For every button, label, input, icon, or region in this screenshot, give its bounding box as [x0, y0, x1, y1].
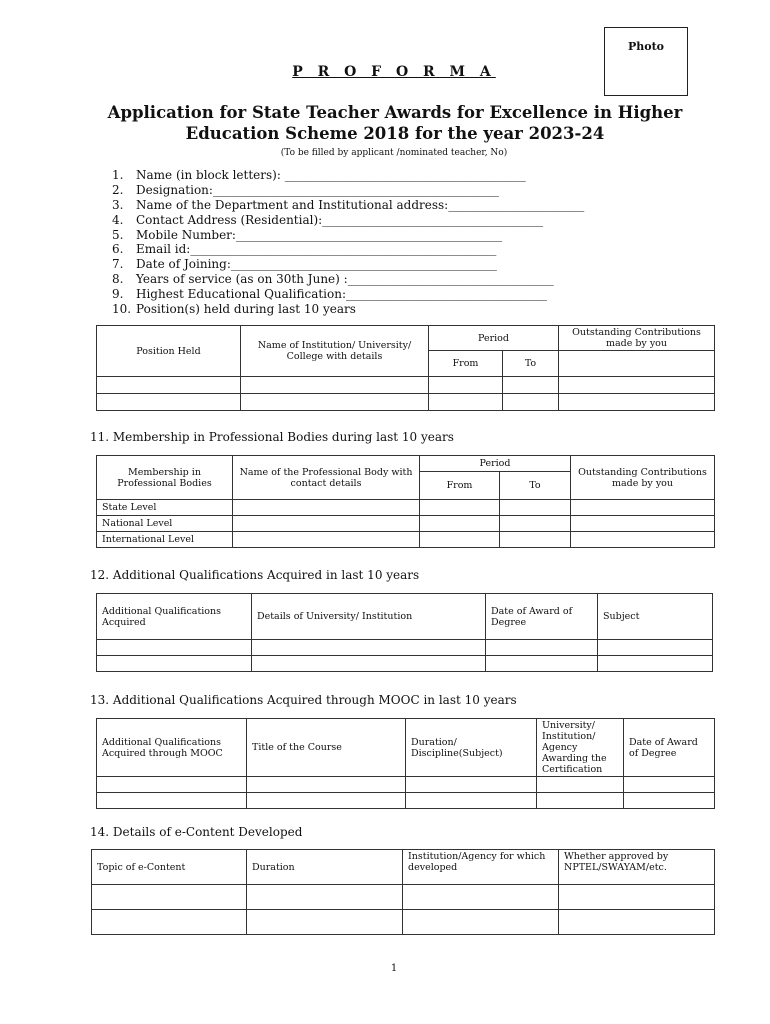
table-cell[interactable]	[233, 500, 420, 516]
table-row	[97, 500, 715, 516]
table-cell[interactable]	[503, 394, 559, 411]
header-approval: Whether approved by NPTEL/SWAYAM/etc.	[559, 850, 715, 885]
table-cell[interactable]	[97, 656, 252, 672]
page-number: 1	[390, 963, 398, 974]
list-item[interactable]: 3. Name of the Department and Institutional address:___________________________	[112, 197, 584, 212]
table-cell[interactable]	[429, 377, 503, 394]
table-row	[97, 777, 715, 793]
table-cell[interactable]	[233, 532, 420, 548]
table-row	[97, 793, 715, 809]
mooc-table	[96, 718, 715, 809]
table-cell[interactable]	[406, 793, 537, 809]
header-course-title: Title of the Course	[247, 719, 406, 777]
list-item[interactable]: 9. Highest Educational Qualification:________________________________________	[112, 287, 547, 302]
table-cell[interactable]	[624, 777, 715, 793]
header-duration: Duration	[247, 850, 403, 885]
table-cell[interactable]	[92, 885, 247, 910]
list-item[interactable]: 6. Email id:_____________________________________________________________	[112, 242, 496, 257]
header-university: Details of University/ Institution	[252, 594, 486, 640]
table-row	[97, 640, 713, 656]
header-from: From	[420, 472, 500, 500]
table-cell[interactable]	[598, 656, 713, 672]
applicant-details-list	[112, 168, 583, 317]
table-cell[interactable]	[97, 640, 252, 656]
table-cell[interactable]	[537, 777, 624, 793]
table-cell[interactable]	[252, 656, 486, 672]
row-label-national: National Level	[97, 516, 233, 532]
list-item[interactable]: 8. Years of service (as on 30th June) :_________________________________________	[112, 272, 553, 287]
section-13-heading: 13. Additional Qualifications Acquired through MOOC in last 10 years	[90, 693, 517, 707]
header-date-award: Date of Award of Degree	[486, 594, 598, 640]
table-cell[interactable]	[559, 910, 715, 935]
table-row	[92, 885, 715, 910]
qualifications-table	[96, 593, 713, 672]
positions-table	[96, 325, 715, 411]
table-cell[interactable]	[247, 910, 403, 935]
form-title: Application for State Teacher Awards for Excellence in Higher Education Scheme 2018 for the year 2023-24	[107, 103, 683, 143]
table-cell[interactable]	[420, 532, 500, 548]
table-cell[interactable]	[486, 656, 598, 672]
table-cell[interactable]	[233, 516, 420, 532]
list-item[interactable]: 5. Mobile Number:_____________________________________________________	[112, 227, 501, 242]
header-qualifications: Additional Qualifications Acquired	[97, 594, 252, 640]
header-topic: Topic of e-Content	[92, 850, 247, 885]
photo-label: Photo	[627, 40, 665, 53]
header-mooc-qualifications: Additional Qualifications Acquired through MOOC	[97, 719, 247, 777]
header-period: Period	[420, 456, 571, 472]
list-item[interactable]: 2. Designation:_________________________________________________________	[112, 182, 498, 197]
table-cell[interactable]	[97, 793, 247, 809]
membership-table	[96, 455, 715, 548]
header-date-award: Date of Award of Degree	[624, 719, 715, 777]
table-cell[interactable]	[624, 793, 715, 809]
table-row	[97, 377, 715, 394]
table-row	[92, 910, 715, 935]
table-cell[interactable]	[97, 777, 247, 793]
table-cell[interactable]	[97, 377, 241, 394]
row-label-state: State Level	[97, 500, 233, 516]
table-row	[97, 532, 715, 548]
list-item[interactable]: 4. Contact Address (Residential):____________________________________________	[112, 212, 543, 227]
table-cell[interactable]	[92, 910, 247, 935]
table-cell[interactable]	[247, 793, 406, 809]
table-cell[interactable]	[406, 777, 537, 793]
header-to: To	[500, 472, 571, 500]
header-to: To	[503, 351, 559, 377]
table-cell[interactable]	[571, 500, 715, 516]
list-item: 10. Position(s) held during last 10 years	[112, 302, 356, 317]
table-cell[interactable]	[97, 394, 241, 411]
table-cell[interactable]	[486, 640, 598, 656]
header-position-held: Position Held	[97, 326, 241, 377]
table-row	[97, 394, 715, 411]
row-label-international: International Level	[97, 532, 233, 548]
header-contributions: Outstanding Contributions made by you	[571, 456, 715, 500]
table-cell[interactable]	[559, 394, 715, 411]
section-11-heading: 11. Membership in Professional Bodies during last 10 years	[90, 430, 454, 444]
table-cell[interactable]	[241, 394, 429, 411]
table-cell[interactable]	[403, 885, 559, 910]
header-body-name: Name of the Professional Body with contact details	[233, 456, 420, 500]
table-cell[interactable]	[500, 532, 571, 548]
table-cell[interactable]	[598, 640, 713, 656]
table-cell[interactable]	[247, 777, 406, 793]
section-12-heading: 12. Additional Qualifications Acquired in last 10 years	[90, 568, 420, 582]
proforma-heading: P R O F O R M A	[292, 64, 496, 80]
table-cell[interactable]	[571, 532, 715, 548]
table-cell[interactable]	[420, 516, 500, 532]
table-cell[interactable]	[559, 351, 715, 377]
table-cell[interactable]	[252, 640, 486, 656]
header-from: From	[429, 351, 503, 377]
table-cell[interactable]	[559, 377, 715, 394]
table-cell[interactable]	[500, 516, 571, 532]
photo-box	[604, 27, 688, 96]
table-cell[interactable]	[420, 500, 500, 516]
header-institution-agency: Institution/Agency for which developed	[403, 850, 559, 885]
table-cell[interactable]	[403, 910, 559, 935]
list-item[interactable]: 1. Name (in block letters): ________________________________________________	[112, 168, 525, 182]
form-subtitle: (To be filled by applicant /nominated teacher, No)	[280, 148, 508, 158]
table-cell[interactable]	[247, 885, 403, 910]
header-contributions: Outstanding Contributions made by you	[559, 326, 715, 351]
table-cell[interactable]	[503, 377, 559, 394]
table-cell[interactable]	[241, 377, 429, 394]
table-cell[interactable]	[559, 885, 715, 910]
table-cell[interactable]	[537, 793, 624, 809]
header-institution: Name of Institution/ University/ College with details	[241, 326, 429, 377]
table-cell[interactable]	[571, 516, 715, 532]
list-item[interactable]: 7. Date of Joining:_____________________________________________________	[112, 257, 496, 272]
header-period: Period	[429, 326, 559, 351]
table-row	[97, 656, 713, 672]
table-cell[interactable]	[429, 394, 503, 411]
table-row	[97, 516, 715, 532]
table-cell[interactable]	[500, 500, 571, 516]
header-duration-discipline: Duration/ Discipline(Subject)	[406, 719, 537, 777]
section-14-heading: 14. Details of e-Content Developed	[90, 825, 303, 839]
header-membership: Membership in Professional Bodies	[97, 456, 233, 500]
header-subject: Subject	[598, 594, 713, 640]
header-awarding-agency: University/ Institution/ Agency Awarding the Certification	[537, 719, 624, 777]
econtent-table	[91, 849, 715, 935]
